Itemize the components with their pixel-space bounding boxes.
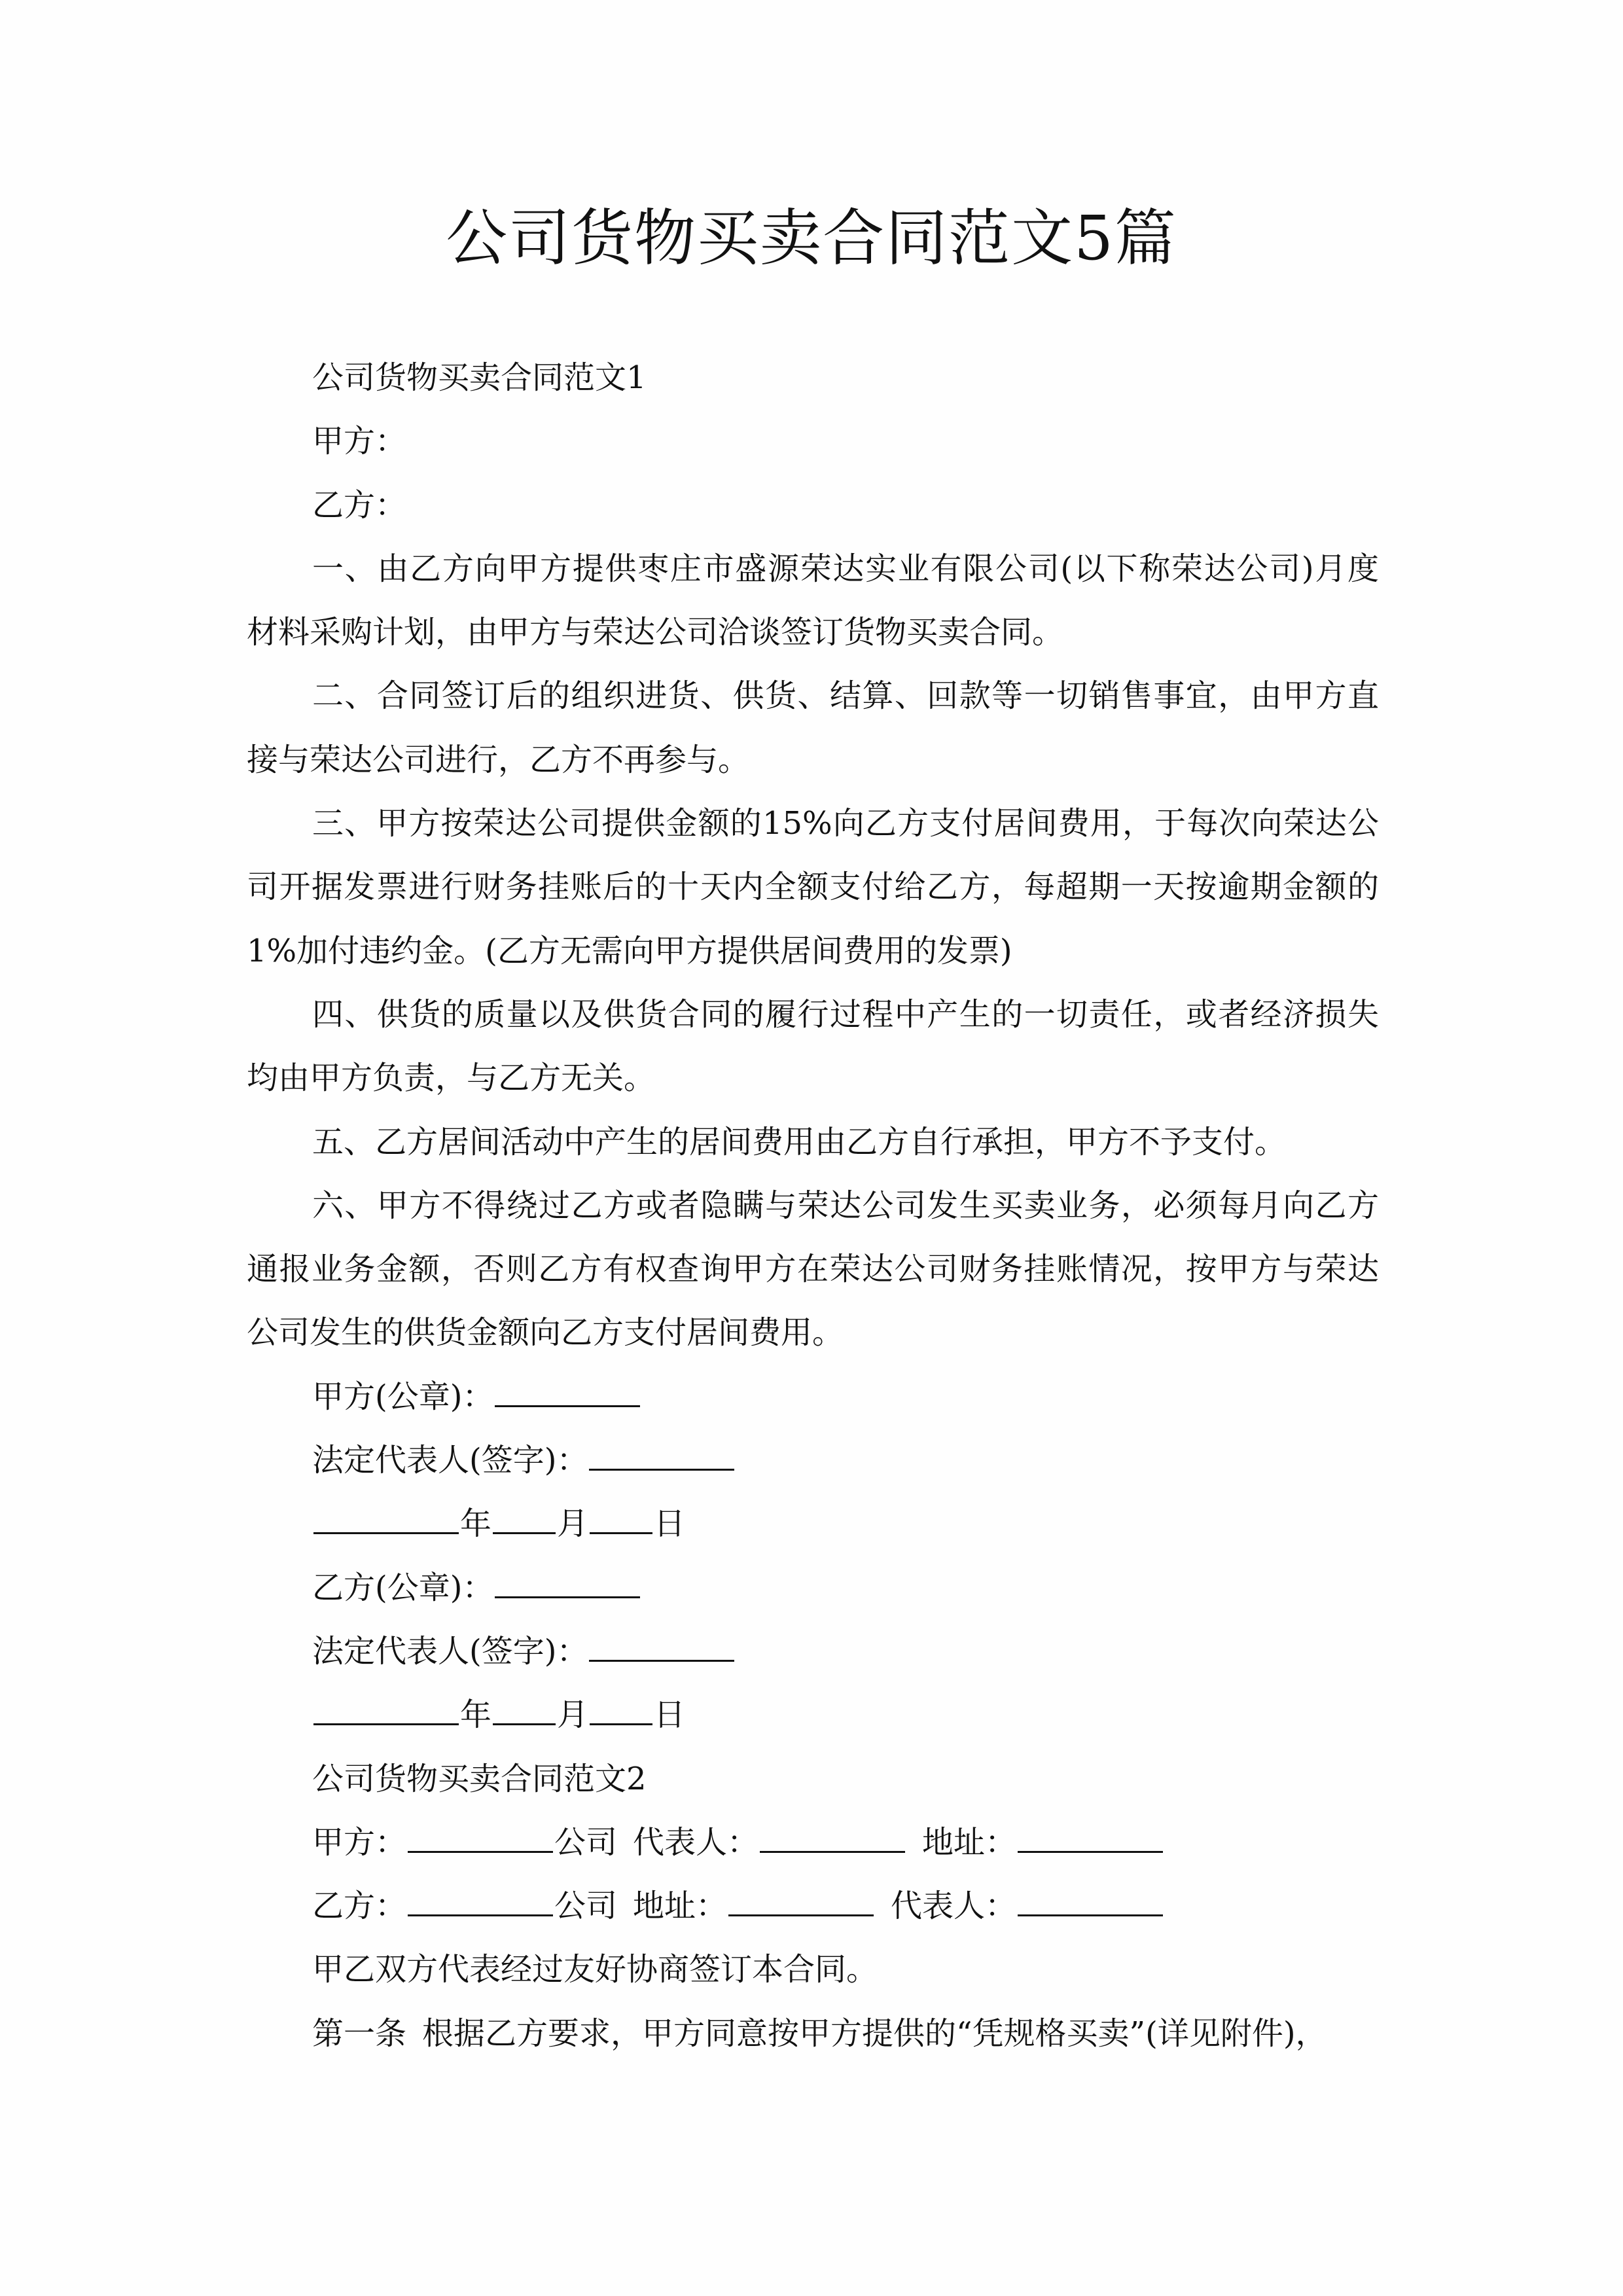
signature-a-rep-row: [247, 1429, 1379, 1492]
document-title: 公司货物买卖合同范文5篇: [446, 203, 1177, 274]
party-a-addr-blank[interactable]: [1018, 1850, 1163, 1853]
party-a-label: 甲方：: [312, 1823, 407, 1861]
clause-1-line-1: 一、由乙方向甲方提供枣庄市盛源荣达实业有限公司(以下称荣达公司)月度: [312, 550, 1379, 587]
signature-a-seal-blank[interactable]: [495, 1405, 640, 1407]
article-1-text: 根据乙方要求，甲方同意按甲方提供的“凭规格买卖”(详见附件)，: [422, 2015, 1327, 2052]
addr-label: 地址：: [922, 1823, 1017, 1861]
party-b-addr-blank[interactable]: [728, 1914, 874, 1916]
addr-label: 地址：: [633, 1888, 728, 1925]
party-a-line: 甲方：: [312, 423, 407, 460]
company-label: 公司: [554, 1888, 618, 1925]
date-b-year-blank[interactable]: [313, 1723, 459, 1725]
year-label: 年: [460, 1696, 492, 1734]
month-label: 月: [557, 1696, 589, 1734]
section-heading-1: 公司货物买卖合同范文1: [312, 359, 647, 396]
rep-label: 代表人：: [891, 1888, 1017, 1925]
clause-3-line-2: 司开据发票进行财务挂账后的十天内全额支付给乙方，每超期一天按逾期金额的: [247, 869, 1379, 906]
signature-b-seal-row: [247, 1556, 1379, 1620]
date-a-day-blank[interactable]: [590, 1532, 652, 1534]
date-a-row: [247, 1492, 1379, 1556]
date-b-row: [247, 1683, 1379, 1747]
article-1-row: [247, 2002, 1379, 2066]
section-heading-2: 公司货物买卖合同范文2: [312, 1760, 647, 1797]
month-label: 月: [557, 1505, 589, 1543]
party-b-rep-blank[interactable]: [1018, 1914, 1163, 1916]
day-label: 日: [654, 1696, 686, 1734]
clause-6-line-3: 公司发生的供货金额向乙方支付居间费用。: [247, 1314, 844, 1352]
section2-intro: 甲乙双方代表经过友好协商签订本合同。: [312, 1951, 878, 1988]
party-b-label: 乙方：: [312, 1888, 407, 1925]
signature-b-seal-label: 乙方(公章)：: [312, 1569, 494, 1606]
clause-2-line-2: 接与荣达公司进行，乙方不再参与。: [247, 741, 750, 778]
clause-1-line-2: 材料采购计划，由甲方与荣达公司洽谈签订货物买卖合同。: [247, 614, 1064, 651]
document-body: [247, 346, 1379, 2066]
article-1-label: 第一条: [312, 2015, 407, 2052]
clause-5-line-1: 五、乙方居间活动中产生的居间费用由乙方自行承担，甲方不予支付。: [312, 1123, 1287, 1160]
signature-a-rep-label: 法定代表人(签字)：: [312, 1442, 588, 1479]
clause-4-line-1: 四、供货的质量以及供货合同的履行过程中产生的一切责任，或者经济损失: [312, 996, 1379, 1033]
signature-b-rep-row: [247, 1620, 1379, 1683]
day-label: 日: [654, 1505, 686, 1543]
clause-2-line-1: 二、合同签订后的组织进货、供货、结算、回款等一切销售事宜，由甲方直: [312, 677, 1379, 715]
party-a-rep-blank[interactable]: [760, 1850, 905, 1853]
date-b-day-blank[interactable]: [590, 1723, 652, 1725]
clause-6-line-2: 通报业务金额，否则乙方有权查询甲方在荣达公司财务挂账情况，按甲方与荣达: [247, 1251, 1379, 1288]
party-b-company-blank[interactable]: [408, 1914, 553, 1916]
year-label: 年: [460, 1505, 492, 1543]
date-a-year-blank[interactable]: [313, 1532, 459, 1534]
clause-6-line-1: 六、甲方不得绕过乙方或者隐瞒与荣达公司发生买卖业务，必须每月向乙方: [312, 1187, 1379, 1224]
company-label: 公司: [554, 1823, 618, 1861]
party-a-company-blank[interactable]: [408, 1850, 553, 1853]
section2-party-b-row: [247, 1874, 1379, 1938]
date-a-month-blank[interactable]: [493, 1532, 556, 1534]
clause-3-line-1: 三、甲方按荣达公司提供金额的15%向乙方支付居间费用，于每次向荣达公: [312, 805, 1379, 842]
clause-4-line-2: 均由甲方负责，与乙方无关。: [247, 1060, 656, 1097]
party-b-line: 乙方：: [312, 486, 407, 524]
signature-a-seal-row: [247, 1365, 1379, 1429]
clause-3-line-3: 1%加付违约金。(乙方无需向甲方提供居间费用的发票): [247, 932, 1012, 969]
signature-a-rep-blank[interactable]: [589, 1468, 734, 1471]
signature-b-seal-blank[interactable]: [495, 1596, 640, 1598]
signature-b-rep-label: 法定代表人(签字)：: [312, 1632, 588, 1670]
section2-party-a-row: [247, 1811, 1379, 1874]
signature-b-rep-blank[interactable]: [589, 1659, 734, 1662]
signature-a-seal-label: 甲方(公章)：: [312, 1378, 494, 1415]
date-b-month-blank[interactable]: [493, 1723, 556, 1725]
rep-label: 代表人：: [633, 1823, 759, 1861]
